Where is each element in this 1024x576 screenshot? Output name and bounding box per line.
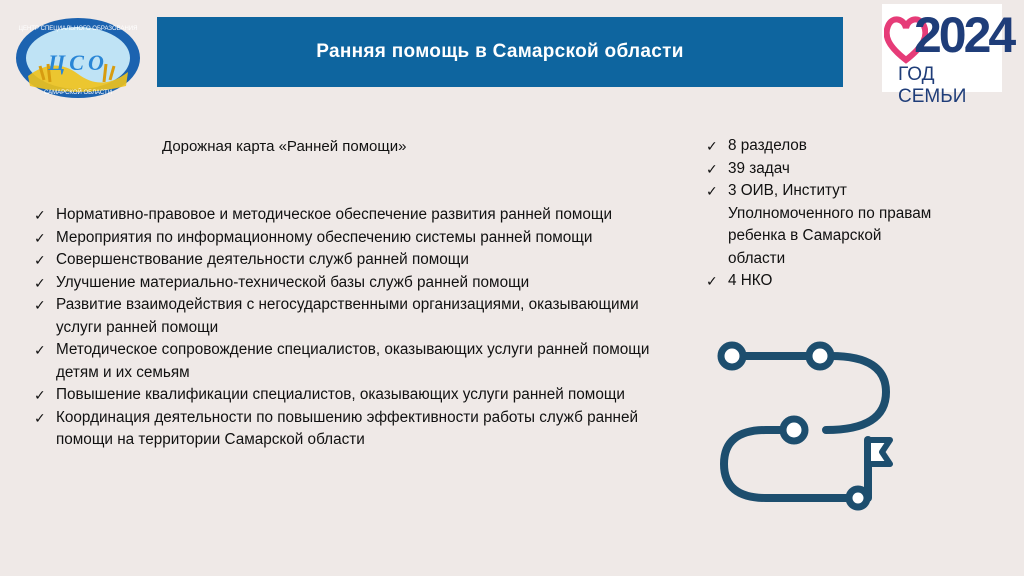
check-icon: ✓ xyxy=(34,252,46,268)
list-item: ✓ Развитие взаимодействия с негосударственными организациями, оказывающими услуги ранней помощи xyxy=(34,296,639,336)
check-icon: ✓ xyxy=(34,207,46,223)
check-icon: ✓ xyxy=(706,138,718,154)
list-item: ✓ Нормативно-правовое и методическое обеспечение развития ранней помощи xyxy=(34,204,654,227)
check-icon: ✓ xyxy=(34,274,46,291)
year-of-family-logo xyxy=(882,4,1014,107)
check-icon: ✓ xyxy=(706,160,718,177)
list-item: ✓ 4 НКО xyxy=(706,270,936,293)
roadmap-subtitle: Дорожная карта «Ранней помощи» xyxy=(162,138,407,155)
check-icon: ✓ xyxy=(706,273,718,289)
list-item: ✓ Методическое сопровождение специалистов, оказывающих услуги ранней помощи детям и их семьям xyxy=(34,341,650,381)
check-icon: ✓ xyxy=(34,229,46,246)
logo-year: 2024 xyxy=(914,7,1014,63)
check-icon: ✓ xyxy=(706,183,718,199)
page-title: Ранняя помощь в Самарской области xyxy=(316,41,684,62)
check-icon: ✓ xyxy=(34,387,46,403)
list-item: ✓ Улучшение материально-технической базы служб ранней помощи xyxy=(34,272,654,295)
logo-caption: ГОД СЕМЬИ xyxy=(898,64,967,107)
task-list xyxy=(34,204,654,452)
roadmap-icon xyxy=(706,330,906,530)
list-item: ✓ Координация деятельности по повышению эффективности работы служб ранней помощи на территории Самарской области xyxy=(34,408,639,448)
logo-arc-text: ЦЕНТР СПЕЦИАЛЬНОГО ОБРАЗОВАНИЯ xyxy=(18,26,138,32)
list-item: ✓ 39 задач xyxy=(706,158,936,181)
cso-logo xyxy=(14,16,142,100)
stats-list xyxy=(706,135,936,293)
title-banner xyxy=(157,17,843,87)
list-item: ✓ 8 разделов xyxy=(706,135,936,158)
check-icon: ✓ xyxy=(34,297,46,313)
check-icon: ✓ xyxy=(34,342,46,358)
list-item: ✓ Совершенствование деятельности служб ранней помощи xyxy=(34,249,654,272)
logo-acronym: ЦСО xyxy=(48,50,108,75)
list-item: ✓ Повышение квалификации специалистов, оказывающих услуги ранней помощи xyxy=(34,384,654,407)
list-item: ✓ 3 ОИВ, Институт Уполномоченного по правам ребенка в Самарской области xyxy=(706,182,932,267)
check-icon: ✓ xyxy=(34,409,46,426)
list-item: ✓ Мероприятия по информационному обеспечению системы ранней помощи xyxy=(34,227,654,250)
logo-bottom-text: САМАРСКОЙ ОБЛАСТИ xyxy=(43,90,113,96)
